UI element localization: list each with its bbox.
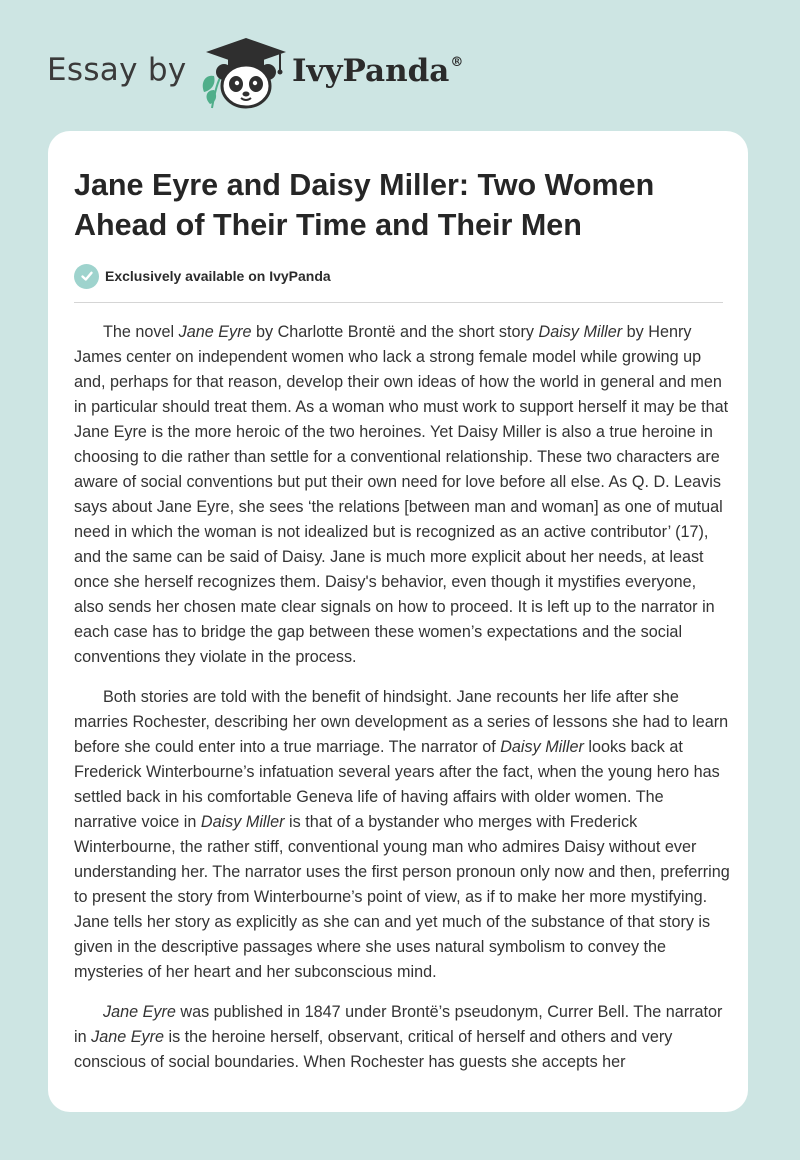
text-run: The novel — [103, 323, 179, 341]
brand-text: IvyPanda — [292, 53, 450, 89]
exclusive-badge — [74, 263, 331, 289]
brand-name[interactable] — [292, 53, 463, 89]
site-header — [0, 0, 800, 130]
text-run: is that of a bystander who merges with Frederick Winterbourne, the rather stiff, conventional young man who admires Daisy without ever understanding her. The narrator uses the first person pronoun only now and then, preferring to present the story from Winterbourne’s point of view, as if to make her more mystifying. Jane tells her story as explicitly as she can and yet much of the substance of that story is given in the descriptive passages where she uses natural symbolism to convey the mysteries of her heart and her subconscious mind. — [74, 813, 730, 981]
panda-graduate-icon[interactable] — [198, 34, 290, 110]
text-run: Both stories are told with the benefit of hindsight. Jane recounts her life after she marries Rochester, describing her own development as a series of lessons she had to learn before she could enter into a true marriage. The narrator of — [74, 688, 729, 756]
paragraph-3 — [74, 1000, 730, 1075]
text-run: is the heroine herself, observant, critical of herself and others and very conscious of social boundaries. When Rochester has guests she accepts her — [74, 1028, 673, 1071]
page-title: Jane Eyre and Daisy Miller: Two Women Ahead of Their Time and Their Men — [74, 168, 655, 242]
checkmark-icon — [74, 264, 99, 289]
essay-by-label: Essay by — [47, 52, 187, 88]
text-run: looks back at Frederick Winterbourne’s infatuation several years after the fact, when the young hero has settled back in his comfortable Geneva life of having affairs with older women. The narrative voice in — [74, 738, 720, 831]
divider — [74, 302, 723, 303]
paragraph-1 — [74, 320, 730, 670]
italic-title-run: Jane Eyre — [91, 1028, 164, 1046]
italic-title-run: Daisy Miller — [500, 738, 584, 756]
italic-title-run: Jane Eyre — [103, 1003, 176, 1021]
text-run: by Henry James center on independent women who lack a strong female model while growing up and, perhaps for that reason, develop their own ideas of how the world in general and men in particular should treat them. As a woman who must work to support herself it may be that Jane Eyre is the more heroic of the two heroines. Yet Daisy Miller is also a true heroine in choosing to die rather than settle for a conventional relationship. These two characters are aware of social conventions but put their own need for love before all else. As Q. D. Leavis says about Jane Eyre, she sees ‘the relations [between man and woman] as one of mutual need in which the woman is not idealized but is recognized as an active contributor’ (17), and the same can be said of Daisy. Jane is much more explicit about her needs, at least once she herself recognizes them. Daisy's behavior, even though it mystifies everyone, also sends her chosen mate clear signals on how to proceed. It is left up to the narrator in each case has to bridge the gap between these women’s expectations and the social conventions they violate in the process. — [74, 323, 729, 666]
italic-title-run: Jane Eyre — [178, 323, 252, 341]
italic-title-run: Daisy Miller — [200, 813, 285, 831]
paragraph-2 — [74, 685, 730, 985]
text-run: was published in 1847 under Brontë’s pseudonym, Currer Bell. The narrator in — [74, 1003, 723, 1046]
essay-body — [74, 320, 730, 1090]
text-run: by Charlotte Brontë and the short story — [251, 323, 539, 341]
essay-card — [48, 131, 748, 1112]
italic-title-run: Daisy Miller — [538, 323, 623, 341]
registered-mark: ® — [450, 55, 464, 70]
exclusive-badge-text: Exclusively available on IvyPanda — [105, 268, 331, 284]
